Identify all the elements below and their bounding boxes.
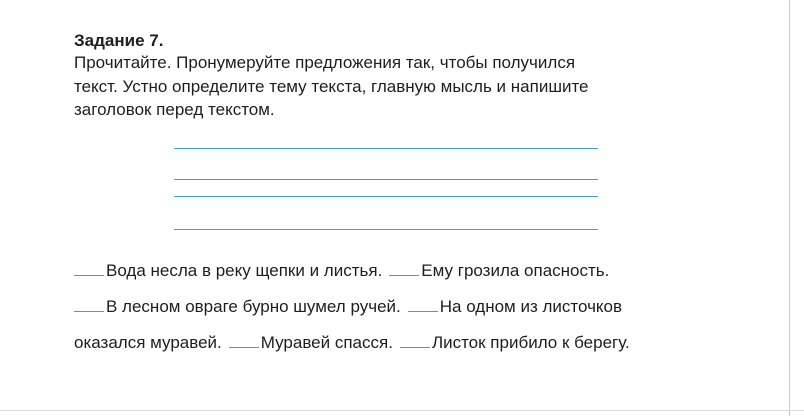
page-bottom-divider bbox=[0, 410, 804, 411]
number-blank[interactable] bbox=[74, 310, 104, 312]
page-edge-divider bbox=[789, 0, 790, 416]
title-answer-line-1[interactable] bbox=[174, 148, 598, 149]
instruction-line-2: текст. Устно определите тему текста, главную мысль и напишите bbox=[74, 77, 589, 96]
sentence-line-1 bbox=[74, 261, 609, 281]
title-answer-line-2[interactable] bbox=[174, 179, 598, 180]
number-blank[interactable] bbox=[400, 346, 430, 348]
sentence: Муравей спасся. bbox=[260, 333, 393, 352]
title-answer-line-3[interactable] bbox=[174, 196, 598, 197]
task-title: Задание 7. bbox=[74, 31, 164, 50]
sentence: Листок прибило к берегу. bbox=[431, 333, 630, 352]
sentence-line-3 bbox=[74, 333, 630, 353]
number-blank[interactable] bbox=[389, 274, 419, 276]
number-blank[interactable] bbox=[74, 274, 104, 276]
sentence: В лесном овраге бурно шумел ручей. bbox=[106, 297, 401, 316]
number-blank[interactable] bbox=[229, 346, 259, 348]
number-blank[interactable] bbox=[408, 310, 438, 312]
sentence: На одном из листочков bbox=[439, 297, 623, 316]
title-answer-line-4[interactable] bbox=[174, 229, 598, 230]
sentence-continuation: оказался муравей. bbox=[74, 333, 222, 352]
sentence: Вода несла в реку щепки и листья. bbox=[106, 261, 383, 280]
instruction-line-1: Прочитайте. Пронумеруйте предложения так, чтобы получился bbox=[74, 53, 576, 72]
sentence: Ему грозила опасность. bbox=[421, 261, 610, 280]
sentence-line-2 bbox=[74, 297, 622, 317]
instruction-line-3: заголовок перед текстом. bbox=[74, 100, 275, 119]
